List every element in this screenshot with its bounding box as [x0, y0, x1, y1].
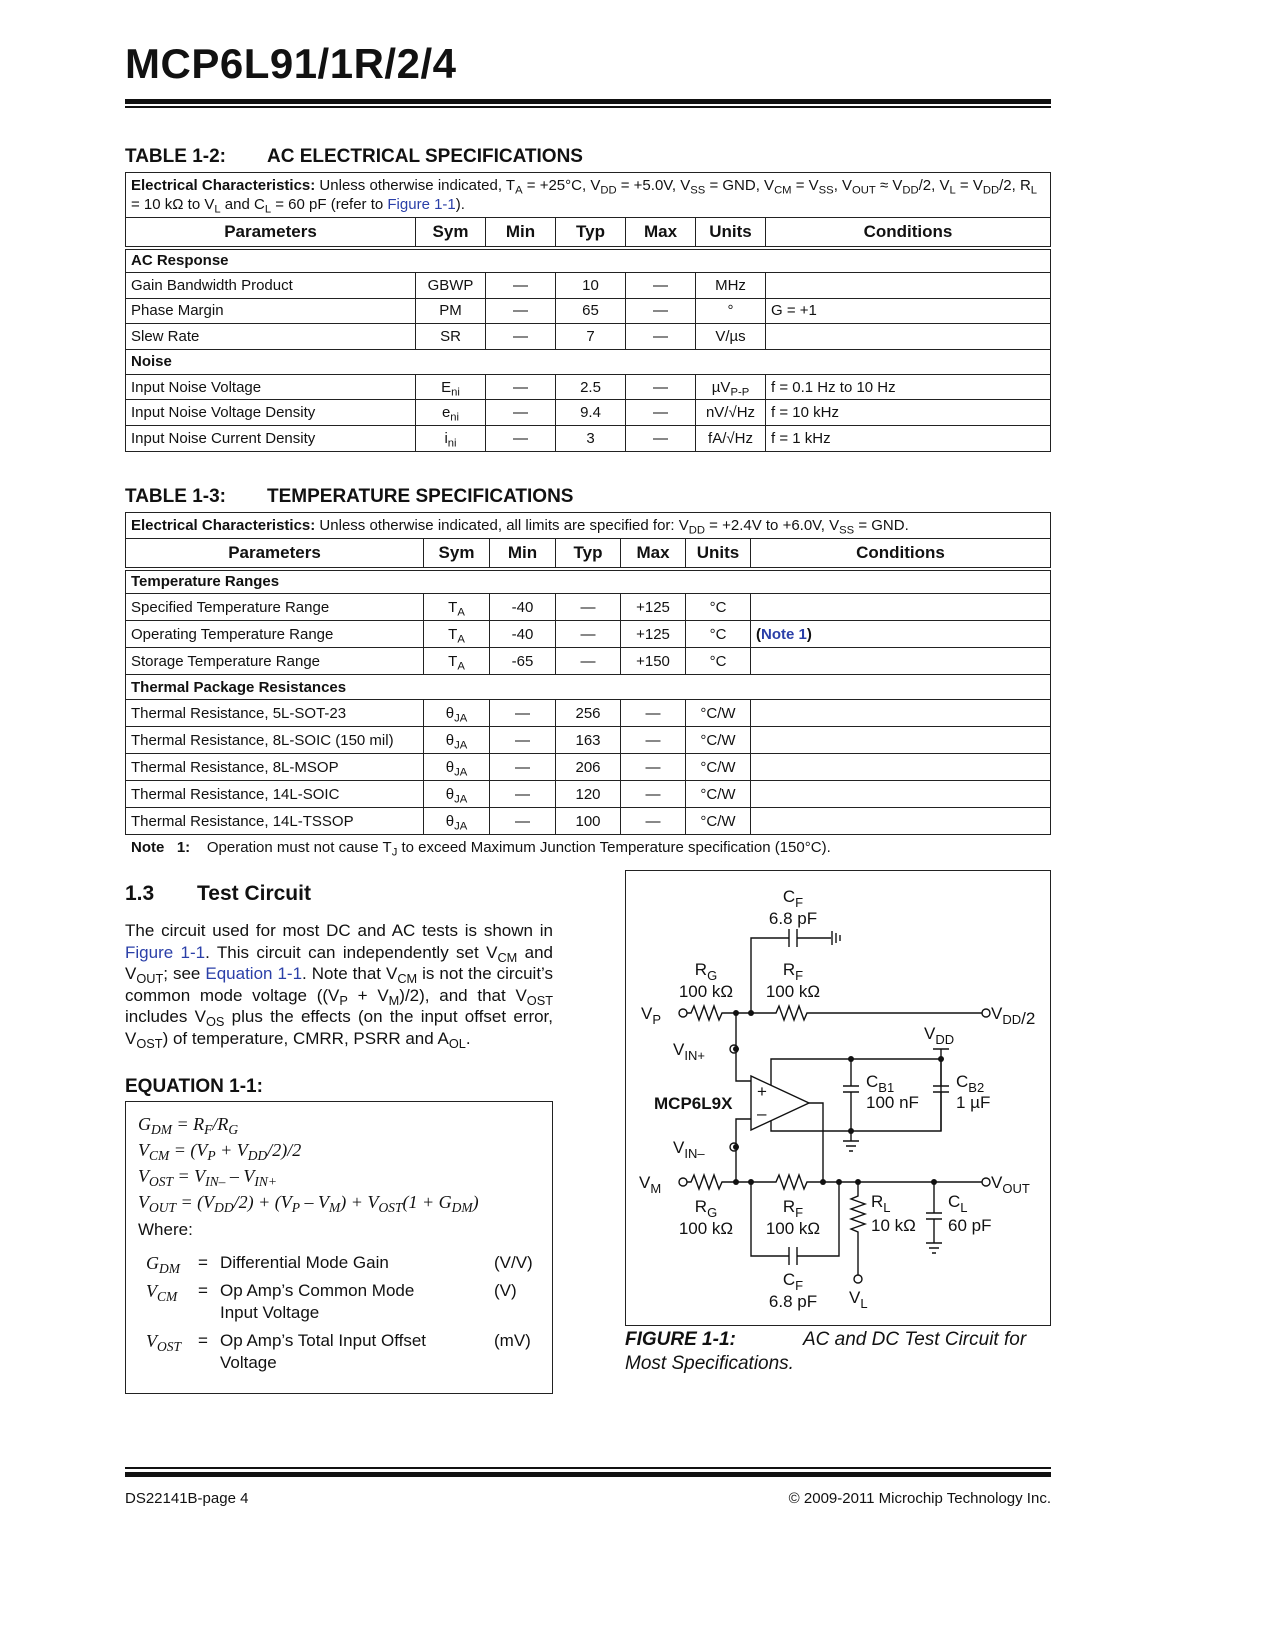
- cell-sym: SR: [416, 324, 486, 350]
- column-header: Sym: [416, 218, 486, 248]
- cell-max: +150: [621, 648, 686, 675]
- cell-param: Input Noise Current Density: [126, 425, 416, 451]
- vout-label: $V_{OUT}$: [991, 1173, 1030, 1196]
- table-row: [126, 298, 1051, 324]
- cell-units: MHz: [696, 273, 766, 299]
- cell-min: —: [490, 700, 556, 727]
- column-header: Max: [626, 218, 696, 248]
- cell-cond: [751, 808, 1051, 835]
- cell-param: Phase Margin: [126, 298, 416, 324]
- column-header: Parameters: [126, 539, 424, 569]
- cell-max: —: [626, 273, 696, 299]
- equation-caption: EQUATION 1-1:: [125, 1076, 263, 1097]
- cell-typ: 100: [556, 808, 621, 835]
- cell-max: +125: [621, 594, 686, 621]
- definition-symbol: $V_{OST}$: [146, 1331, 182, 1355]
- cell-min: —: [486, 400, 556, 426]
- figure-number: FIGURE 1-1:: [625, 1329, 736, 1350]
- cell-param: Specified Temperature Range: [126, 594, 424, 621]
- ground-icon: [832, 931, 840, 945]
- cell-param: Thermal Resistance, 8L-MSOP: [126, 754, 424, 781]
- cell-sym: $T_A$: [424, 648, 490, 675]
- cell-min: —: [486, 374, 556, 400]
- header-rule: [125, 99, 1051, 104]
- cell-sym: PM: [416, 298, 486, 324]
- cell-min: -40: [490, 594, 556, 621]
- definition-equals: =: [198, 1253, 208, 1272]
- cl-value: 60 pF: [948, 1216, 992, 1235]
- figure-caption-text: AC and DC Test Circuit for Most Specifications.: [625, 1329, 1027, 1374]
- cell-units: nV/√Hz: [696, 400, 766, 426]
- definition-equals: =: [198, 1331, 208, 1350]
- column-header: Conditions: [751, 539, 1051, 569]
- column-header: Conditions: [766, 218, 1051, 248]
- vdd2-terminal: [982, 1009, 990, 1017]
- circuit-diagram: [626, 871, 1052, 1327]
- definition-unit: (V): [494, 1281, 517, 1300]
- column-header: Sym: [424, 539, 490, 569]
- supply-wires: [771, 1049, 949, 1131]
- rg-bottom-value: 100 kΩ: [678, 1219, 734, 1238]
- definition-text: Op Amp’s Common Mode Input Voltage: [220, 1281, 415, 1322]
- cell-units: °C/W: [686, 700, 751, 727]
- cell-units: °C: [686, 594, 751, 621]
- cell-max: —: [621, 700, 686, 727]
- cell-min: —: [490, 808, 556, 835]
- cell-cond: f = 10 kHz: [766, 400, 1051, 426]
- vout-terminal: [982, 1178, 990, 1186]
- cf-bottom-value: 6.8 pF: [768, 1292, 818, 1311]
- cell-min: —: [486, 425, 556, 451]
- where-label: Where:: [138, 1220, 193, 1239]
- table-row: [126, 594, 1051, 621]
- cell-sym: $\theta_{JA}$: [424, 808, 490, 835]
- cell-cond: f = 0.1 Hz to 10 Hz: [766, 374, 1051, 400]
- rf-top-label: $R_F$: [782, 960, 804, 983]
- cell-min: —: [486, 298, 556, 324]
- electrical-characteristics: Electrical Characteristics: Unless otherwise indicated, all limits are specified for: $V_{DD} = +2.4V$ to +6.0V, $V_{SS}$ = GND.: [126, 513, 1051, 539]
- column-header: Max: [621, 539, 686, 569]
- cell-cond: [766, 324, 1051, 350]
- cross-reference-link[interactable]: Figure 1-1: [387, 196, 456, 213]
- table-row: [126, 754, 1051, 781]
- vdd-label: $V_{DD}$: [924, 1024, 955, 1047]
- cell-max: —: [626, 374, 696, 400]
- table-row: [126, 324, 1051, 350]
- equation-line: $V_{OST} = V_{IN-} - V_{IN+}$: [138, 1166, 278, 1190]
- capacitor-cb1-symbol: [843, 1059, 859, 1131]
- cell-units: °C: [686, 621, 751, 648]
- rf-bottom-label: $R_F$: [782, 1197, 804, 1220]
- table-row: [126, 700, 1051, 727]
- cell-max: +125: [621, 621, 686, 648]
- capacitor-cl-symbol: [926, 1182, 942, 1253]
- cell-min: —: [486, 273, 556, 299]
- table-row: [126, 400, 1051, 426]
- definition-text: Op Amp’s Total Input Offset Voltage: [220, 1331, 427, 1372]
- table-row: [126, 808, 1051, 835]
- vm-terminal: [679, 1178, 687, 1186]
- column-header: Min: [486, 218, 556, 248]
- ac-specifications-table: [125, 172, 1051, 452]
- table-row: [126, 781, 1051, 808]
- table-1-2-caption: [125, 146, 583, 168]
- cross-reference-link[interactable]: Equation 1-1: [205, 964, 303, 983]
- equation-box: [125, 1101, 553, 1394]
- cell-param: Input Noise Voltage: [126, 374, 416, 400]
- cell-typ: 2.5: [556, 374, 626, 400]
- footer-rule-thin: [125, 1467, 1051, 1469]
- resistor-rl-symbol: [851, 1182, 865, 1275]
- resistor-rg-rf-top: [687, 1006, 982, 1020]
- opamp-label: MCP6L9X: [654, 1094, 733, 1113]
- cell-max: —: [626, 324, 696, 350]
- vp-terminal: [679, 1009, 687, 1017]
- cell-cond: G = +1: [766, 298, 1051, 324]
- cell-sym: $\theta_{JA}$: [424, 727, 490, 754]
- table-note: Note 1: Operation must not cause $T_J$ to exceed Maximum Junction Temperature specification (150°C).: [131, 839, 831, 859]
- equation-line: $V_{CM} = (V_P + V_{DD}/2)/2$: [138, 1140, 302, 1164]
- table-title: AC ELECTRICAL SPECIFICATIONS: [267, 146, 583, 167]
- definition-text: Differential Mode Gain: [220, 1253, 389, 1272]
- cell-cond: [751, 781, 1051, 808]
- cell-typ: 163: [556, 727, 621, 754]
- cell-units: µV$_{P-P}$: [696, 374, 766, 400]
- definition-symbol: $V_{CM}$: [146, 1281, 178, 1305]
- cell-min: —: [490, 727, 556, 754]
- section-heading: [125, 882, 311, 906]
- definition-unit: (V/V): [494, 1253, 533, 1272]
- cell-units: °C: [686, 648, 751, 675]
- cell-sym: $\theta_{JA}$: [424, 700, 490, 727]
- table-1-3-caption: [125, 486, 573, 508]
- cell-param: Storage Temperature Range: [126, 648, 424, 675]
- cell-typ: 7: [556, 324, 626, 350]
- opamp-minus: –: [757, 1104, 767, 1123]
- cell-sym: $T_A$: [424, 594, 490, 621]
- cell-max: —: [621, 781, 686, 808]
- column-header: Parameters: [126, 218, 416, 248]
- vdd2-label: $V_{DD}/2$: [991, 1004, 1036, 1028]
- table-title: TEMPERATURE SPECIFICATIONS: [267, 486, 574, 507]
- cb1-label: $C_{B1}$: [866, 1072, 895, 1095]
- section-row: Thermal Package Resistances: [126, 675, 1051, 700]
- cell-typ: —: [556, 648, 621, 675]
- cell-typ: 3: [556, 425, 626, 451]
- cell-typ: —: [556, 594, 621, 621]
- section-row: Temperature Ranges: [126, 569, 1051, 594]
- column-header: Typ: [556, 218, 626, 248]
- cb1-value: 100 nF: [866, 1093, 919, 1112]
- cell-max: —: [621, 754, 686, 781]
- footer-rule: [125, 1472, 1051, 1477]
- rl-value: 10 kΩ: [871, 1216, 916, 1235]
- cell-param: Slew Rate: [126, 324, 416, 350]
- cell-min: -40: [490, 621, 556, 648]
- cell-sym: $i_{ni}$: [416, 425, 486, 451]
- cell-param: Thermal Resistance, 5L-SOT-23: [126, 700, 424, 727]
- cell-sym: $E_{ni}$: [416, 374, 486, 400]
- cell-units: °C/W: [686, 781, 751, 808]
- document-title: MCP6L91/1R/2/4: [125, 40, 457, 87]
- cell-max: —: [626, 425, 696, 451]
- cell-sym: $\theta_{JA}$: [424, 754, 490, 781]
- cell-typ: 65: [556, 298, 626, 324]
- definition-symbol: $G_{DM}$: [146, 1253, 180, 1277]
- column-header: Units: [686, 539, 751, 569]
- cell-cond: [751, 754, 1051, 781]
- output-wire: [809, 1103, 823, 1182]
- rg-bottom-label: $R_G$: [694, 1197, 718, 1220]
- cell-units: °: [696, 298, 766, 324]
- capacitor-cb2-symbol: [933, 1059, 949, 1131]
- capacitor-cf-top-symbol: [789, 929, 797, 947]
- rf-bottom-value: 100 kΩ: [765, 1219, 821, 1238]
- test-circuit-figure: [625, 870, 1051, 1326]
- cell-min: —: [490, 781, 556, 808]
- cell-min: -65: [490, 648, 556, 675]
- cell-sym: $\theta_{JA}$: [424, 781, 490, 808]
- column-header: Typ: [556, 539, 621, 569]
- cell-typ: 120: [556, 781, 621, 808]
- note-link[interactable]: Note 1: [761, 625, 807, 643]
- table-row: [126, 648, 1051, 675]
- header-rule-thin: [125, 106, 1051, 108]
- cell-min: —: [486, 324, 556, 350]
- cell-typ: 206: [556, 754, 621, 781]
- section-title: Test Circuit: [197, 882, 311, 905]
- section-body: The circuit used for most DC and AC tests is shown in Figure 1-1. This circuit can independently set $V_{CM}$ and $V_{OUT}$; see Equation 1-1. Note that $V_{CM}$ is not the circuit’s common mode voltage $((V_P + V_M)/2)$, and that $V_{OST}$ includes $V_{OS}$ plus the effects (on the input offset error, $V_{OST}$) of temperature, CMRR, PSRR and $A_{OL}$.: [125, 921, 554, 1051]
- section-row: AC Response: [126, 248, 1051, 273]
- copyright: © 2009-2011 Microchip Technology Inc.: [788, 1490, 1051, 1507]
- cell-param: Input Noise Voltage Density: [126, 400, 416, 426]
- electrical-characteristics: Electrical Characteristics: Unless otherwise indicated, $T_A = +25^\circ C$, $V_{DD} = +5.0V$, $V_{SS}$ = GND, $V_{CM} = V_{SS}$, $V_{OUT} \approx V_{DD}/2$, $V_L = V_{DD}/2$, $R_L = 10$ kΩ to $V_L$ and $C_L = 60$ pF (refer to Figure 1-1).: [126, 173, 1051, 218]
- figure-caption: [625, 1328, 1055, 1376]
- table-row: [126, 727, 1051, 754]
- page-number: DS22141B-page 4: [125, 1490, 249, 1507]
- equation-line: $G_{DM} = R_F/R_G$: [138, 1114, 239, 1138]
- opamp-plus: +: [757, 1082, 767, 1101]
- temperature-specifications-table: [125, 512, 1051, 835]
- cell-units: °C/W: [686, 754, 751, 781]
- cell-sym: $e_{ni}$: [416, 400, 486, 426]
- cell-param: Gain Bandwidth Product: [126, 273, 416, 299]
- vl-terminal: [854, 1275, 862, 1283]
- cell-cond: [751, 594, 1051, 621]
- vin-minus-label: $V_{IN-}$: [673, 1138, 705, 1161]
- cb2-label: $C_{B2}$: [956, 1072, 985, 1095]
- wire: [736, 1119, 751, 1182]
- cf-top-label: $C_F$: [782, 887, 804, 910]
- cell-typ: 10: [556, 273, 626, 299]
- column-header: Units: [696, 218, 766, 248]
- cl-label: $C_L$: [948, 1192, 968, 1215]
- definition-equals: =: [198, 1281, 208, 1300]
- cell-typ: 9.4: [556, 400, 626, 426]
- cell-typ: —: [556, 621, 621, 648]
- table-row: [126, 425, 1051, 451]
- table-row: [126, 273, 1051, 299]
- section-row: Noise: [126, 349, 1051, 374]
- cell-max: —: [621, 808, 686, 835]
- cell-cond: [751, 700, 1051, 727]
- cell-cond: [751, 727, 1051, 754]
- vl-label: $V_L$: [849, 1288, 868, 1311]
- cb2-value: 1 µF: [956, 1093, 991, 1112]
- cell-units: °C/W: [686, 808, 751, 835]
- table-row: [126, 621, 1051, 648]
- cell-sym: GBWP: [416, 273, 486, 299]
- cell-cond: [766, 273, 1051, 299]
- cell-param: Thermal Resistance, 14L-TSSOP: [126, 808, 424, 835]
- cell-sym: $T_A$: [424, 621, 490, 648]
- cell-min: —: [490, 754, 556, 781]
- cell-typ: 256: [556, 700, 621, 727]
- cell-max: —: [626, 298, 696, 324]
- vin-plus-label: $V_{IN+}$: [673, 1040, 705, 1063]
- cell-max: —: [626, 400, 696, 426]
- cell-cond: [751, 648, 1051, 675]
- cross-reference-link[interactable]: Figure 1-1: [125, 942, 206, 962]
- cell-max: —: [621, 727, 686, 754]
- cf-top-value: 6.8 pF: [768, 909, 818, 928]
- vp-label: $V_P$: [641, 1004, 662, 1027]
- cell-cond: f = 1 kHz: [766, 425, 1051, 451]
- rg-top-value: 100 kΩ: [678, 982, 734, 1001]
- cell-units: °C/W: [686, 727, 751, 754]
- cell-param: Operating Temperature Range: [126, 621, 424, 648]
- cell-cond: (Note 1): [751, 621, 1051, 648]
- cell-units: V/µs: [696, 324, 766, 350]
- rg-top-label: $R_G$: [694, 960, 718, 983]
- cf-bottom-label: $C_F$: [782, 1270, 804, 1293]
- cell-units: fA/√Hz: [696, 425, 766, 451]
- vm-label: $V_M$: [639, 1173, 662, 1196]
- table-row: [126, 374, 1051, 400]
- rl-label: $R_L$: [871, 1192, 891, 1215]
- cell-param: Thermal Resistance, 14L-SOIC: [126, 781, 424, 808]
- cell-param: Thermal Resistance, 8L-SOIC (150 mil): [126, 727, 424, 754]
- definition-unit: (mV): [494, 1331, 531, 1350]
- rf-top-value: 100 kΩ: [765, 982, 821, 1001]
- resistor-rg-rf-bottom: [687, 1175, 982, 1189]
- section-number: 1.3: [125, 882, 155, 905]
- table-number: TABLE 1-2:: [125, 146, 226, 167]
- table-number: TABLE 1-3:: [125, 486, 226, 507]
- equation-line: $V_{OUT} = (V_{DD}/2) + (V_P - V_M) + V_{OST}(1 + G_{DM})$: [138, 1192, 479, 1216]
- column-header: Min: [490, 539, 556, 569]
